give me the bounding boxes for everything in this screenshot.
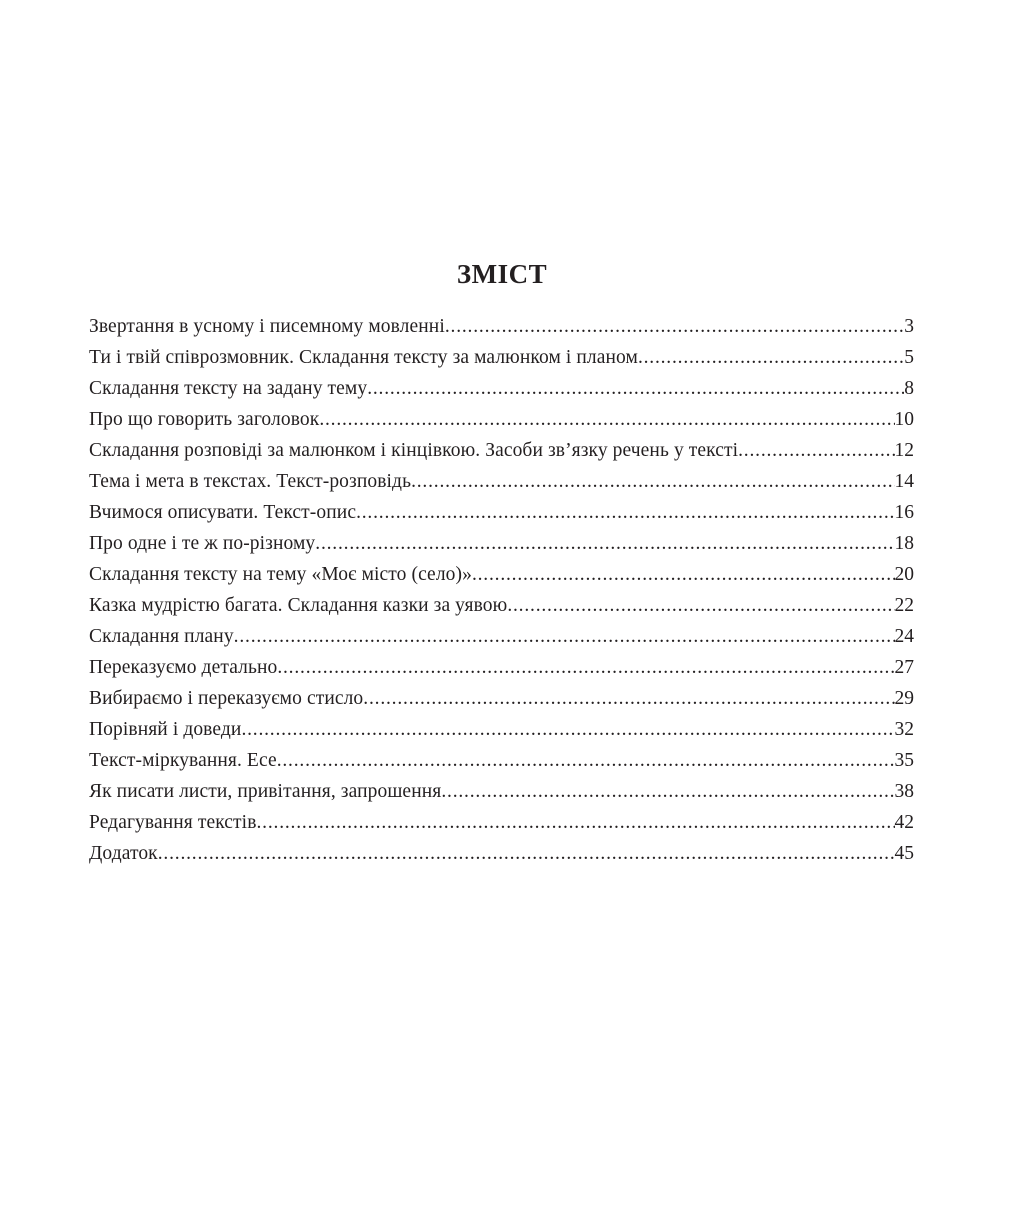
toc-page-number: 35 <box>894 750 914 771</box>
dot-leader <box>315 528 894 559</box>
toc-entry[interactable] <box>89 590 914 621</box>
toc-page-number: 29 <box>894 688 914 709</box>
toc-page-number: 14 <box>894 471 914 492</box>
toc-entry-title: Порівняй і доведи <box>89 719 242 740</box>
toc-page-number: 12 <box>894 440 914 461</box>
toc-entry-title: Складання тексту на задану тему <box>89 378 368 399</box>
toc-page-number: 8 <box>904 378 914 399</box>
toc-entry-title: Про що говорить заголовок <box>89 409 320 430</box>
toc-page-number: 27 <box>894 657 914 678</box>
dot-leader <box>277 745 895 776</box>
dot-leader <box>363 683 894 714</box>
toc-entry-title: Як писати листи, привітання, запрошення <box>89 781 442 802</box>
toc-entry[interactable] <box>89 528 914 559</box>
toc-entry[interactable] <box>89 466 914 497</box>
toc-entry-title: Казка мудрістю багата. Складання казки за уявою <box>89 595 508 616</box>
toc-entry[interactable] <box>89 559 914 590</box>
page-title: ЗМІСТ <box>456 259 548 289</box>
toc-entry-title: Вчимося описувати. Текст-опис <box>89 502 357 523</box>
toc-entry[interactable] <box>89 838 914 869</box>
toc-entry-title: Звертання в усному і писемному мовленні <box>89 316 445 337</box>
toc-entry-title: Складання тексту на тему «Моє місто (село)» <box>89 564 472 585</box>
toc-page-number: 18 <box>894 533 914 554</box>
toc-entry[interactable] <box>89 404 914 435</box>
dot-leader <box>738 435 894 466</box>
toc-page-number: 10 <box>894 409 914 430</box>
dot-leader <box>507 590 894 621</box>
toc-entry-title: Редагування текстів <box>89 812 257 833</box>
toc-entry-title: Складання плану <box>89 626 234 647</box>
toc-entry[interactable] <box>89 311 914 342</box>
dot-leader <box>445 311 904 342</box>
dot-leader <box>441 776 894 807</box>
dot-leader <box>367 373 904 404</box>
toc-entry-title: Додаток <box>89 843 158 864</box>
toc-page-number: 32 <box>894 719 914 740</box>
toc-entry[interactable] <box>89 714 914 745</box>
dot-leader <box>411 466 894 497</box>
dot-leader <box>319 404 894 435</box>
toc-entry-title: Текст-міркування. Есе <box>89 750 277 771</box>
dot-leader <box>472 559 895 590</box>
dot-leader <box>638 342 904 373</box>
dot-leader <box>277 652 894 683</box>
toc-entry-title: Складання розповіді за малюнком і кінцівкою. Засоби зв’язку речень у тексті <box>89 440 739 461</box>
toc-entry-title: Вибираємо і переказуємо стисло <box>89 688 364 709</box>
toc-page-number: 22 <box>894 595 914 616</box>
dot-leader <box>158 838 895 869</box>
toc-entry[interactable] <box>89 373 914 404</box>
dot-leader <box>234 621 895 652</box>
toc-page-number: 45 <box>894 843 914 864</box>
toc-entry[interactable] <box>89 342 914 373</box>
table-of-contents <box>89 311 914 869</box>
toc-entry-title: Тема і мета в текстах. Текст-розповідь <box>89 471 412 492</box>
toc-entry[interactable] <box>89 745 914 776</box>
toc-entry[interactable] <box>89 807 914 838</box>
dot-leader <box>241 714 894 745</box>
toc-page-number: 42 <box>894 812 914 833</box>
toc-entry[interactable] <box>89 497 914 528</box>
toc-entry[interactable] <box>89 435 914 466</box>
toc-page-number: 20 <box>894 564 914 585</box>
toc-entry-title: Про одне і те ж по-різному <box>89 533 316 554</box>
toc-entry[interactable] <box>89 652 914 683</box>
dot-leader <box>257 807 895 838</box>
toc-page-number: 24 <box>894 626 914 647</box>
toc-entry-title: Переказуємо детально <box>89 657 278 678</box>
toc-entry[interactable] <box>89 683 914 714</box>
toc-page-number: 38 <box>894 781 914 802</box>
toc-entry[interactable] <box>89 621 914 652</box>
toc-entry-title: Ти і твій співрозмовник. Складання тексту за малюнком і планом <box>89 347 638 368</box>
toc-page-number: 5 <box>904 347 914 368</box>
toc-page-number: 16 <box>894 502 914 523</box>
dot-leader <box>356 497 894 528</box>
toc-page-number: 3 <box>904 316 914 337</box>
toc-entry[interactable] <box>89 776 914 807</box>
